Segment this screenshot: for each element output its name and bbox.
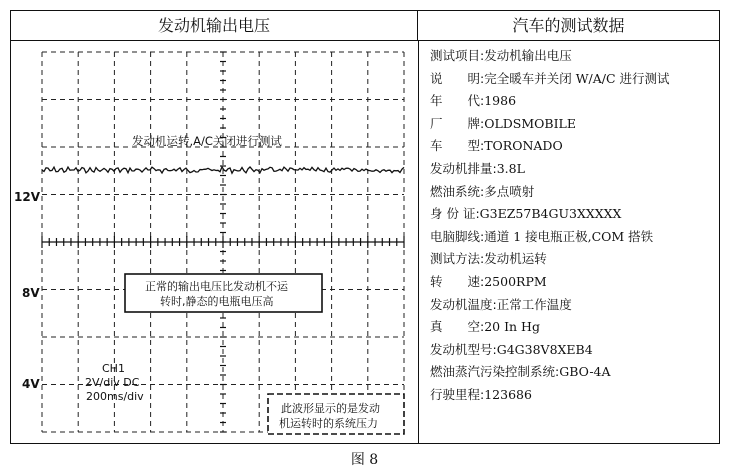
test-data-label: 身 份 证: bbox=[430, 206, 480, 222]
test-data-row bbox=[430, 68, 720, 91]
test-data-value: OLDSMOBILE bbox=[484, 115, 576, 131]
test-data-row bbox=[430, 384, 720, 407]
scope-center-axis bbox=[42, 52, 404, 432]
test-data-value: 1986 bbox=[484, 93, 517, 109]
test-condition-annotation: 发动机运转,A/C关闭进行测试 bbox=[132, 134, 282, 148]
test-data-list bbox=[430, 45, 720, 407]
test-data-value: GBO-4A bbox=[559, 364, 611, 380]
test-data-label: 电脑脚线: bbox=[430, 228, 485, 244]
test-data-label: 车 型: bbox=[430, 138, 485, 154]
test-data-value: 发动机输出电压 bbox=[484, 48, 572, 63]
test-data-value: 2500RPM bbox=[484, 273, 547, 289]
test-data-label: 燃油系统: bbox=[430, 183, 485, 199]
dashed-note-line-2: 机运转时的系统压力 bbox=[279, 417, 378, 430]
test-data-value: 多点喷射 bbox=[484, 183, 535, 199]
test-data-value: G3EZ57B4GU3XXXXX bbox=[479, 206, 622, 222]
test-data-value: 20 In Hg bbox=[484, 319, 540, 335]
scope-panel-title: 发动机输出电压 bbox=[11, 11, 418, 41]
test-data-row bbox=[430, 158, 720, 181]
test-data-row bbox=[430, 113, 720, 136]
test-data-row bbox=[430, 135, 720, 158]
test-data-row bbox=[430, 226, 720, 249]
y-label-4v: 4V bbox=[22, 377, 40, 391]
test-data-label: 燃油蒸汽污染控制系统: bbox=[430, 364, 560, 380]
test-data-value: 发动机运转 bbox=[484, 251, 547, 267]
y-label-8v: 8V bbox=[22, 286, 40, 300]
test-data-panel-title: 汽车的测试数据 bbox=[418, 11, 719, 41]
test-data-value: 通道 1 接电瓶正极,COM 搭铁 bbox=[484, 228, 654, 244]
test-data-row bbox=[430, 294, 720, 317]
channel-time-per-div: 200ms/div bbox=[86, 390, 144, 403]
test-data-row bbox=[430, 339, 720, 362]
test-data-label: 发动机型号: bbox=[430, 341, 497, 357]
test-data-value: 正常工作温度 bbox=[496, 296, 572, 312]
y-label-12v: 12V bbox=[14, 190, 40, 204]
test-data-label: 测试项目: bbox=[430, 48, 485, 63]
test-data-label: 真 空: bbox=[430, 319, 485, 335]
test-data-value: 123686 bbox=[484, 386, 532, 402]
test-data-row bbox=[430, 90, 720, 113]
note-box-line-1: 正常的输出电压比发动机不运 bbox=[145, 280, 288, 293]
test-data-row bbox=[430, 271, 720, 294]
test-data-value: 3.8L bbox=[496, 160, 525, 176]
channel-name: CH1 bbox=[102, 362, 125, 375]
test-data-row bbox=[430, 181, 720, 204]
test-data-label: 转 速: bbox=[430, 273, 485, 289]
figure-caption: 图 8 bbox=[350, 452, 379, 468]
test-data-value: G4G38V8XEB4 bbox=[496, 341, 593, 357]
test-data-label: 发动机温度: bbox=[430, 296, 497, 312]
test-data-label: 行驶里程: bbox=[430, 386, 485, 402]
channel-volts-per-div: 2V/div DC bbox=[85, 376, 140, 389]
note-box-line-2: 转时,静态的电瓶电压高 bbox=[160, 295, 274, 308]
test-data-row bbox=[430, 248, 720, 271]
test-data-row bbox=[430, 203, 720, 226]
test-data-value: 完全暖车并关闭 W/A/C 进行测试 bbox=[484, 70, 670, 86]
test-data-row bbox=[430, 361, 720, 384]
test-data-label: 说 明: bbox=[430, 70, 485, 86]
test-data-label: 年 代: bbox=[430, 93, 485, 109]
test-data-row bbox=[430, 316, 720, 339]
test-data-label: 发动机排量: bbox=[430, 160, 497, 176]
test-data-label: 厂 牌: bbox=[430, 115, 485, 131]
dashed-note-line-1: 此波形显示的是发动 bbox=[281, 402, 380, 415]
test-data-row bbox=[430, 45, 720, 68]
test-data-value: TORONADO bbox=[484, 138, 563, 154]
test-data-label: 测试方法: bbox=[430, 251, 485, 267]
